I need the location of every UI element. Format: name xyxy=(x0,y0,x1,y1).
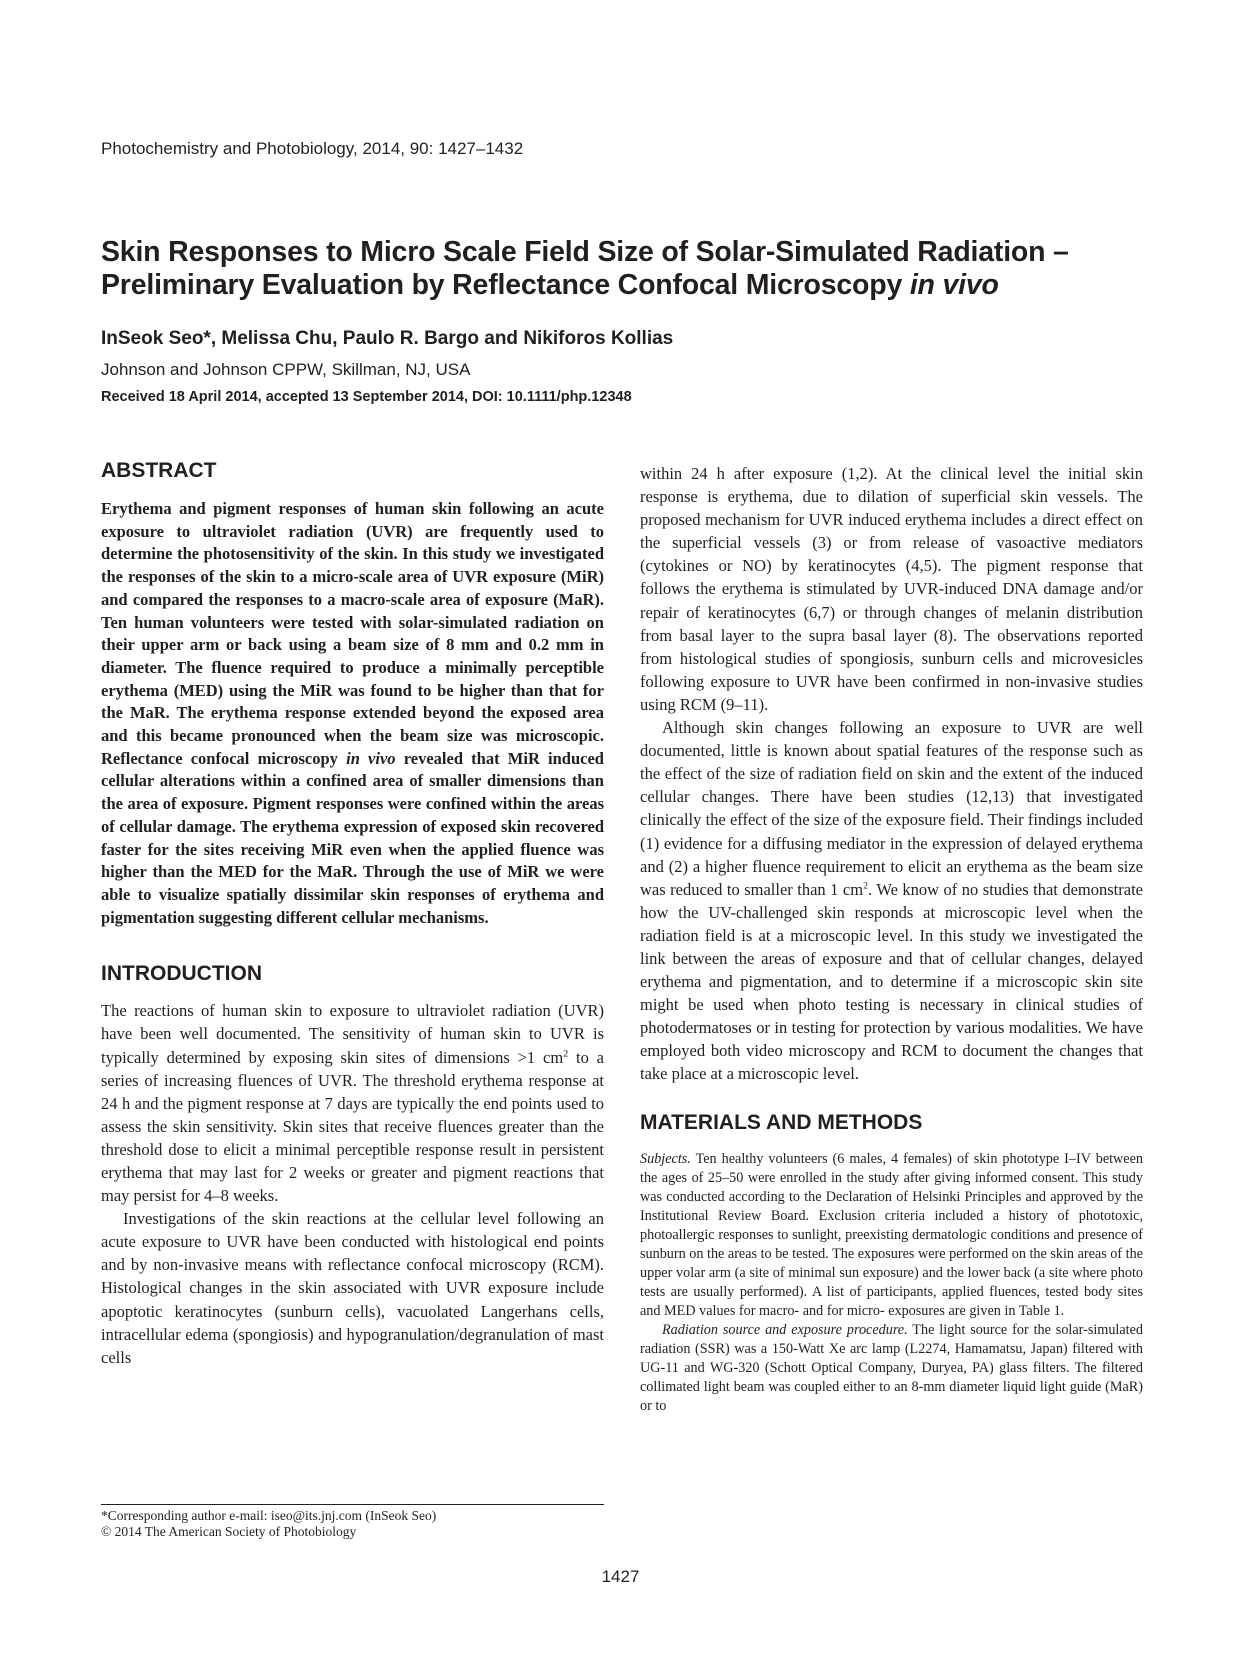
abstract-text-a: Erythema and pigment responses of human skin following an acute exposure to ultraviolet radiation (UVR) are frequently used to determine the photosensitivity of the skin. In this study we investigated the responses of the skin to a micro-scale area of UVR exposure (MiR) and compared the responses to a macro-scale area of exposure (MaR). Ten human volunteers were tested with solar-simulated radiation on their upper arm or back using a beam size of 8 mm and 0.2 mm in diameter. The fluence required to produce a minimally perceptible erythema (MED) using the MiR was found to be higher than that for the MaR. The erythema response extended beyond the exposed area and this became pronounced when the beam size was microscopic. Reflectance confocal microscopy xyxy=(101,499,604,768)
journal-citation: Photochemistry and Photobiology, 2014, 90: 1427–1432 xyxy=(101,139,524,158)
title-line-1: Skin Responses to Micro Scale Field Size of Solar-Simulated Radiation – xyxy=(101,236,1069,268)
methods-radiation-paragraph xyxy=(640,1321,1143,1416)
intro-p3-sup: 2 xyxy=(863,880,868,892)
title-line-2: Preliminary Evaluation by Reflectance Confocal Microscopy xyxy=(101,269,910,301)
subjects-text: Ten healthy volunteers (6 males, 4 females) of skin phototype I–IV between the ages of 25–50 were enrolled in the study after giving informed consent. This study was conducted according to the Declaration of Helsinki Principles and approved by the Institutional Review Board. Exclusion criteria included a history of phototoxic, photoallergic responses to sunlight, preexisting dermatologic conditions and presence of sunburn on the areas to be tested. The exposures were performed on the skin areas of the upper volar arm (a site of minimal sun exposure) and the lower back (a site where photo tests are usually performed). A list of participants, applied fluences, tested body sites and MED values for macro- and for micro- exposures are given in Table 1. xyxy=(640,1150,1143,1319)
page-number: 1427 xyxy=(601,1567,640,1586)
methods-subjects-paragraph xyxy=(640,1150,1143,1321)
abstract-heading: ABSTRACT xyxy=(101,459,217,482)
intro-paragraph-2-continued: within 24 h after exposure (1,2). At the clinical level the initial skin response is erythema, due to dilation of superficial skin vessels. The proposed mechanism for UVR induced erythema includes a direct effect on the superficial vessels (3) or from release of vasoactive mediators (cytokines or NO) by keratinocytes (4,5). The pigment response that follows the erythema is stimulated by UVR-induced DNA damage and/or repair of keratinocytes (6,7) or through changes of melanin distribution from basal layer to the supra basal layer (8). The observations reported from histological studies of spongiosis, sunburn cells and microvesicles following exposure to UVR have been confirmed in non-invasive studies using RCM (9–11). xyxy=(640,464,1143,714)
abstract-text xyxy=(101,498,604,929)
radiation-text: The light source for the solar-simulated radiation (SSR) was a 150-Watt Xe arc lamp (L2274, Hamamatsu, Japan) filtered with UG-11 and WG-320 (Schott Optical Company, Duryea, PA) glass filters. The filtered collimated light beam was coupled either to an 8-mm diameter liquid light guide (MaR) or to xyxy=(640,1321,1143,1414)
abstract-italic: in vivo xyxy=(346,748,396,768)
left-column xyxy=(101,458,604,1369)
copyright-note: © 2014 The American Society of Photobiology xyxy=(101,1524,357,1539)
intro-paragraph-1 xyxy=(101,999,604,1207)
intro-p1-a: The reactions of human skin to exposure to ultraviolet radiation (UVR) have been well documented. The sensitivity of human skin to UVR is typically determined by exposing skin sites of dimensions >1 cm xyxy=(101,1001,604,1067)
intro-p1-b: to a series of increasing fluences of UVR. The threshold erythema response at 24 h and the pigment response at 7 days are typically the end points used to assess the skin sensitivity. Skin sites that receive fluences greater than the threshold dose to elicit a minimal perceptible response result in persistent erythema that may last for 2 weeks or greater and pigment reactions that may persist for 4–8 weeks. xyxy=(101,1047,604,1206)
subjects-label: Subjects. xyxy=(640,1150,691,1167)
title-italic: in vivo xyxy=(909,269,999,301)
intro-p1-sup: 2 xyxy=(563,1048,569,1060)
received-dates: Received 18 April 2014, accepted 13 September 2014, DOI: 10.1111/php.12348 xyxy=(101,389,632,405)
intro-paragraph-3 xyxy=(640,716,1143,1086)
article-title xyxy=(101,236,1161,302)
affiliation: Johnson and Johnson CPPW, Skillman, NJ, USA xyxy=(101,360,471,379)
abstract-text-b: revealed that MiR induced cellular alterations within a confined area of smaller dimensions than the area of exposure. Pigment responses were confined within the areas of cellular damage. The erythema expression of exposed skin recovered faster for the sites receiving MiR even when the applied fluence was higher than the MED for the MaR. Through the use of MiR we were able to visualize spatially dissimilar skin responses of erythema and pigmentation suggesting different cellular mechanisms. xyxy=(101,748,604,927)
radiation-label: Radiation source and exposure procedure. xyxy=(662,1321,908,1338)
author-list: InSeok Seo*, Melissa Chu, Paulo R. Bargo and Nikiforos Kollias xyxy=(101,328,674,349)
footnotes xyxy=(101,1508,436,1540)
right-column xyxy=(640,462,1143,1416)
intro-p3-b: . We know of no studies that demonstrate how the UV-challenged skin responds at microscopic level when the radiation field is at a microscopic level. In this study we investigated the link between the areas of exposure and that of cellular changes, delayed erythema and pigmentation, and to determine if a microscopic skin site might be used when photo testing is necessary in clinical studies of photodermatoses or in testing for protection by various modalities. We have employed both video microscopy and RCM to document the changes that take place at a microscopic level. xyxy=(640,879,1143,1084)
introduction-heading: INTRODUCTION xyxy=(101,962,262,986)
footnote-rule xyxy=(101,1504,604,1505)
intro-paragraph-2: Investigations of the skin reactions at the cellular level following an acute exposure to UVR have been conducted with histological end points and by non-invasive means with reflectance confocal microscopy (RCM). Histological changes in the skin associated with UVR exposure include apoptotic keratinocytes (sunburn cells), vacuolated Langerhans cells, intracellular edema (spongiosis) and hypogranulation/degranulation of mast cells xyxy=(101,1209,604,1367)
corresponding-author-note: *Corresponding author e-mail: iseo@its.jnj.com (InSeok Seo) xyxy=(101,1508,437,1523)
intro-p3-a: Although skin changes following an exposure to UVR are well documented, little is known about spatial features of the response such as the effect of the size of radiation field on skin and the extent of the induced cellular changes. There have been studies (12,13) that investigated clinically the effect of the size of the exposure field. Their findings included (1) evidence for a diffusing mediator in the expression of delayed erythema and (2) a higher fluence requirement to elicit an erythema as the beam size was reduced to smaller than 1 cm xyxy=(640,718,1143,899)
methods-heading: MATERIALS AND METHODS xyxy=(640,1110,923,1134)
